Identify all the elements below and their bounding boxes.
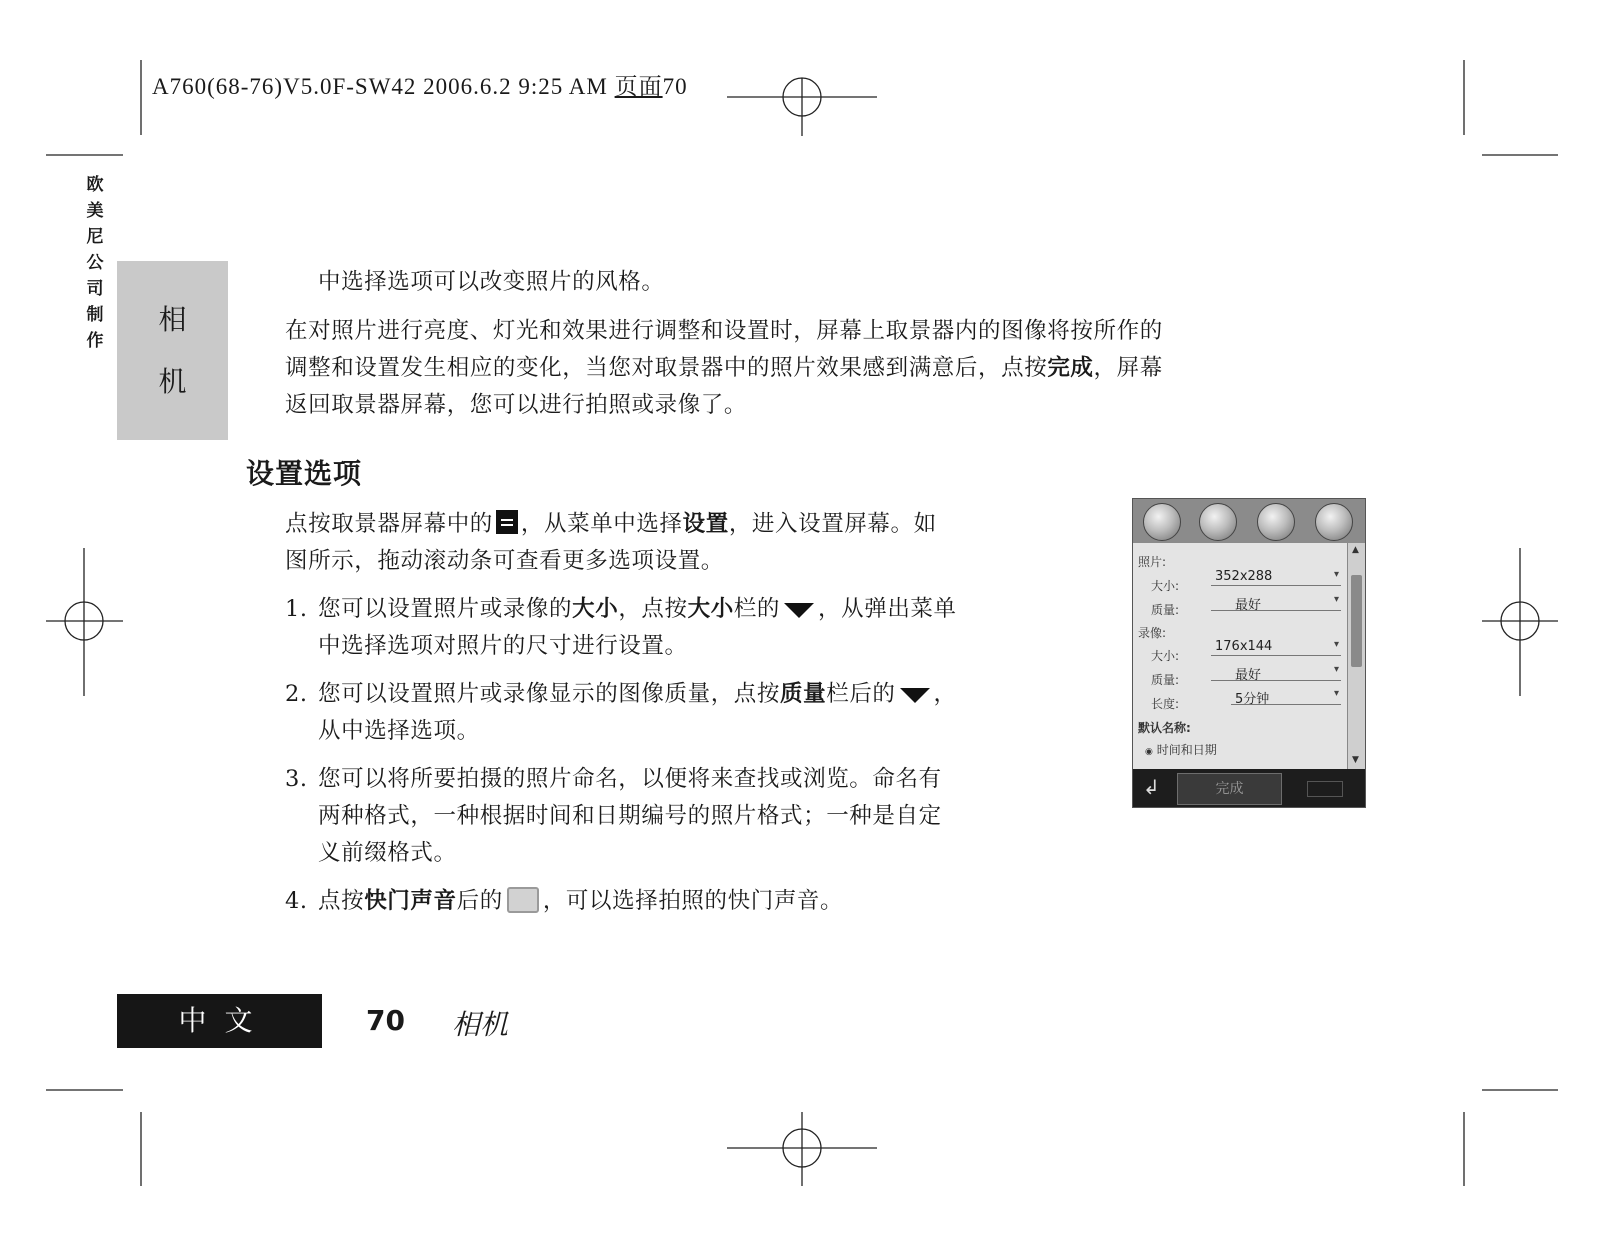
screenshot-bottom-bar [1133, 769, 1365, 807]
item-text: 您可以设置照片或录像的 [318, 596, 573, 622]
lead-text: ，从菜单中选择 [520, 511, 683, 537]
registration-mark-icon [727, 78, 877, 136]
done-keyword: 完成 [1047, 355, 1094, 381]
item-text: ，可以选择拍照的快门声音。 [542, 888, 844, 914]
lead-text: 点按取景器屏幕中的 [285, 511, 493, 537]
default-name-option[interactable] [1145, 741, 1217, 758]
photo-quality-select[interactable] [1211, 594, 1341, 611]
keyboard-icon [507, 887, 539, 913]
photo-size-value: 352x288 [1215, 569, 1273, 584]
dropdown-triangle-icon: ▾ [1333, 594, 1339, 605]
default-name-label: 默认名称: [1138, 721, 1191, 735]
side-brand: 欧美尼公司制作 [86, 175, 104, 351]
dropdown-triangle-icon: ▾ [1333, 664, 1339, 675]
video-size-label: 大小: [1151, 649, 1180, 663]
camera-tab-icon[interactable] [1143, 503, 1181, 541]
photo-quality-value: 最好 [1235, 598, 1262, 613]
video-length-value: 5分钟 [1235, 692, 1270, 707]
video-quality-value: 最好 [1235, 668, 1262, 683]
footer-language: 中文 [178, 1004, 271, 1037]
menu-doc-icon [496, 510, 518, 534]
print-job-line: A760(68-76)V5.0F-SW42 2006.6.2 9:25 AM [152, 74, 608, 99]
section-title: 设置选项 [246, 457, 363, 490]
video-length-select[interactable] [1231, 688, 1341, 705]
list-item-continuation: 中选择选项对照片的尺寸进行设置。 [318, 633, 688, 659]
scrollbar-thumb[interactable] [1351, 575, 1362, 667]
print-job-header [152, 68, 688, 101]
list-item [285, 761, 942, 798]
list-number: 3. [285, 766, 308, 792]
dropdown-triangle-icon: ▾ [1333, 639, 1339, 650]
radio-selected-icon: ◉ [1145, 747, 1153, 757]
registration-mark-icon [1482, 548, 1558, 696]
dropdown-triangle-icon: ▾ [1333, 688, 1339, 699]
list-item [285, 676, 957, 713]
settings-scrollbar[interactable] [1347, 543, 1366, 769]
dropdown-triangle-icon [784, 603, 814, 618]
intro-line-3 [285, 350, 1163, 387]
done-button[interactable]: 完成 [1177, 773, 1282, 805]
intro-text: ，屏幕 [1093, 355, 1163, 381]
list-item-continuation: 两种格式，一种根据时间和日期编号的照片格式；一种是自定 [318, 803, 942, 829]
item-text: 后的 [456, 888, 503, 914]
size-keyword: 大小 [687, 596, 734, 622]
item-text: 栏的 [733, 596, 781, 622]
dropdown-triangle-icon [900, 688, 930, 703]
intro-text: 调整和设置发生相应的变化，当您对取景器中的照片效果感到满意后，点按 [285, 355, 1048, 381]
intro-line-4: 返回取景器屏幕，您可以进行拍照或录像了。 [285, 392, 748, 418]
quality-keyword: 质量 [780, 681, 827, 707]
video-quality-select[interactable] [1211, 664, 1341, 681]
video-quality-label: 质量: [1151, 673, 1180, 687]
photo-size-select[interactable] [1211, 569, 1341, 586]
screenshot-tab-bar [1133, 499, 1365, 543]
back-arrow-icon[interactable]: ↲ [1143, 775, 1160, 799]
item-text: ，从弹出菜单 [818, 596, 957, 622]
section-lead-line-2: 图所示，拖动滚动条可查看更多选项设置。 [285, 548, 724, 574]
item-text: 栏后的 [826, 681, 896, 707]
photo-size-label: 大小: [1151, 579, 1180, 593]
list-number: 4. [285, 888, 308, 914]
settings-list [1133, 543, 1347, 769]
header-page-number: 70 [662, 74, 688, 99]
photo-group-label: 照片: [1138, 555, 1167, 569]
list-item [285, 591, 957, 628]
video-tab-icon[interactable] [1199, 503, 1237, 541]
video-group-label: 录像: [1138, 626, 1167, 640]
footer-page-number: 70 [366, 1004, 405, 1037]
lead-text: ，进入设置屏幕。如 [728, 511, 937, 537]
section-lead-line-1 [285, 506, 937, 543]
video-size-value: 176x144 [1215, 639, 1273, 654]
scroll-up-icon[interactable]: ▲ [1352, 545, 1359, 555]
chapter-tab-label: 相机 [158, 303, 187, 398]
gallery-tab-icon[interactable] [1257, 503, 1295, 541]
settings-screenshot [1132, 498, 1366, 808]
dropdown-triangle-icon: ▾ [1333, 569, 1339, 580]
list-number: 2. [285, 681, 308, 707]
item-text: 点按 [318, 888, 365, 914]
list-number: 1. [285, 596, 308, 622]
registration-mark-icon [46, 548, 123, 696]
footer-language-bar [117, 994, 322, 1048]
settings-keyword: 设置 [682, 511, 729, 537]
video-size-select[interactable] [1211, 639, 1341, 656]
video-length-label: 长度: [1151, 697, 1180, 711]
keyboard-icon[interactable] [1307, 781, 1343, 797]
intro-line-1: 中选择选项可以改变照片的风格。 [318, 269, 665, 295]
item-text: ，点按 [618, 596, 688, 622]
footer-chapter-title: 相机 [452, 1008, 509, 1041]
page-word: 页面 [614, 74, 663, 99]
default-name-option-label: 时间和日期 [1156, 743, 1217, 757]
photo-quality-label: 质量: [1151, 603, 1180, 617]
item-text: 您可以将所要拍摄的照片命名，以便将来查找或浏览。命名有 [318, 766, 942, 792]
chapter-tab [117, 261, 228, 440]
list-item-continuation: 义前缀格式。 [318, 840, 457, 866]
intro-line-2: 在对照片进行亮度、灯光和效果进行调整和设置时，屏幕上取景器内的图像将按所作的 [285, 318, 1163, 344]
settings-tab-icon[interactable] [1315, 503, 1353, 541]
scroll-down-icon[interactable]: ▼ [1352, 755, 1359, 765]
list-item [285, 883, 843, 920]
item-text: ， [933, 681, 957, 707]
shutter-sound-keyword: 快门声音 [364, 888, 457, 914]
list-item-continuation: 从中选择选项。 [318, 718, 480, 744]
size-keyword: 大小 [572, 596, 619, 622]
registration-mark-icon [727, 1112, 877, 1186]
item-text: 您可以设置照片或录像显示的图像质量，点按 [318, 681, 781, 707]
